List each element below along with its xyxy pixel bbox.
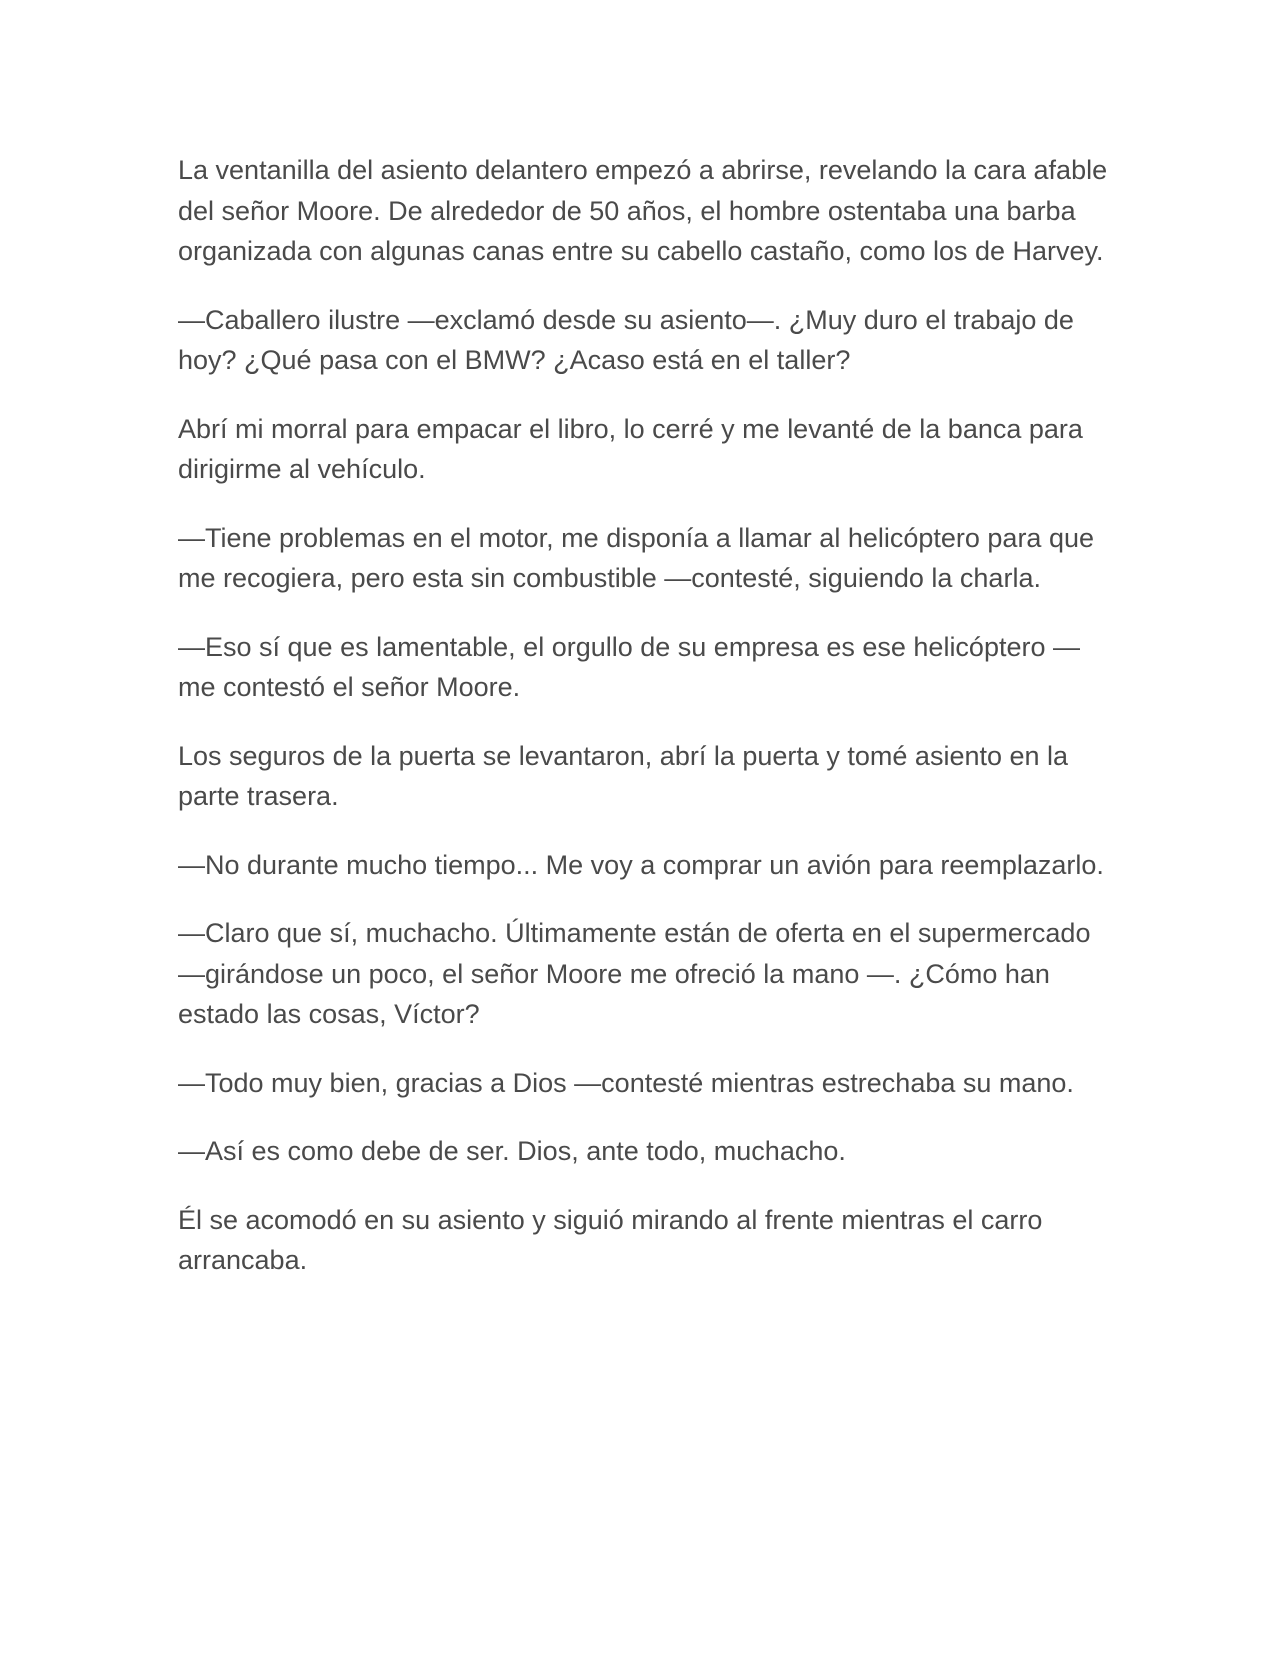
paragraph: Abrí mi morral para empacar el libro, lo cerré y me levanté de la banca para dirigirme al vehículo. [178,413,1083,484]
paragraph: —No durante mucho tiempo... Me voy a comprar un avión para reemplazarlo. [178,849,1104,880]
paragraph: La ventanilla del asiento delantero empezó a abrirse, revelando la cara afable del señor Moore. De alrededor de 50 años, el hombre ostentaba una barba organizada con algunas canas entre su cabello castaño, como los de Harvey. [178,155,1108,266]
paragraph: —Caballero ilustre —exclamó desde su asiento—. ¿Muy duro el trabajo de hoy? ¿Qué pasa con el BMW? ¿Acaso está en el taller? [178,304,1074,375]
document-body [178,150,1108,1309]
paragraph: —Tiene problemas en el motor, me disponía a llamar al helicóptero para que me recogiera, pero esta sin combustible —contesté, siguiendo la charla. [178,522,1094,593]
paragraph: —Todo muy bien, gracias a Dios —contesté mientras estrechaba su mano. [178,1067,1074,1098]
paragraph: —Eso sí que es lamentable, el orgullo de su empresa es ese helicóptero —me contestó el señor Moore. [178,631,1080,702]
paragraph: Los seguros de la puerta se levantaron, abrí la puerta y tomé asiento en la parte trasera. [178,740,1069,811]
paragraph: —Así es como debe de ser. Dios, ante todo, muchacho. [178,1136,846,1166]
paragraph: —Claro que sí, muchacho. Últimamente están de oferta en el supermercado —girándose un poco, el señor Moore me ofreció la mano —. ¿Cómo han estado las cosas, Víctor? [178,918,1091,1029]
paragraph: Él se acomodó en su asiento y siguió mirando al frente mientras el carro arrancaba. [178,1204,1043,1275]
